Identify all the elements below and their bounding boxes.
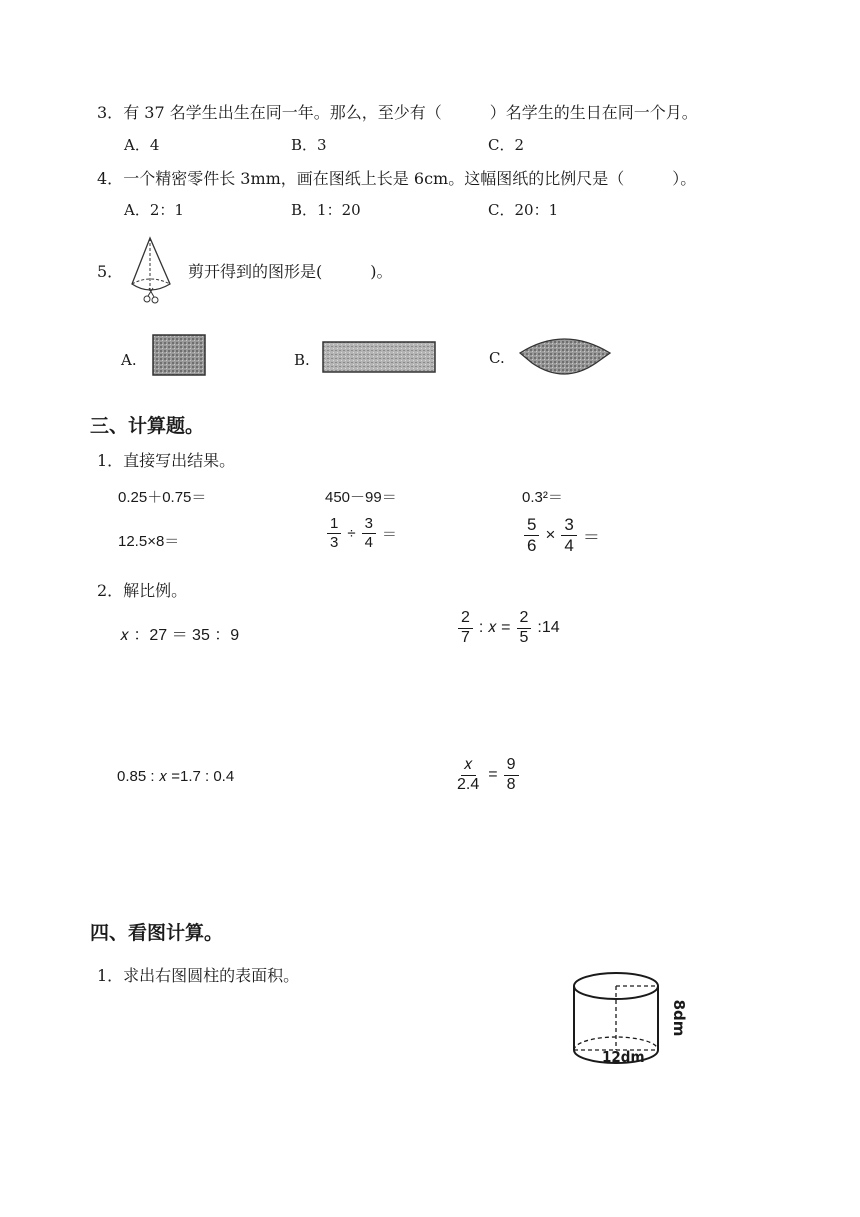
numerator: 3 (561, 516, 576, 536)
cone-with-scissors-icon (128, 236, 176, 308)
numerator: 𝑥 (461, 757, 476, 776)
numerator: 3 (362, 516, 376, 534)
section-3-title: 三、计算题。 (90, 415, 205, 437)
equals-sign: ＝ (381, 525, 397, 543)
calc-item: 0.3²＝ (522, 489, 563, 506)
proportion-tail: :14 (537, 619, 560, 637)
calc-item: 450－99＝ (325, 489, 397, 506)
long-rectangle-shape-option-b (322, 341, 436, 373)
calc-item: 0.25＋0.75＝ (118, 489, 207, 506)
option-c: C．20：1 (488, 201, 559, 219)
option-c: C．2 (488, 136, 525, 154)
question-number: 3． (97, 103, 124, 122)
question-4 (97, 166, 696, 189)
denominator: 2.4 (457, 775, 480, 793)
calc-item-fraction-division (325, 516, 397, 551)
height-label: 8dm (670, 999, 688, 1037)
sector-shape-option-c (518, 333, 612, 377)
fraction (561, 516, 576, 555)
solve-proportion-label: 2．解比例。 (97, 581, 188, 600)
denominator: 4 (564, 535, 574, 555)
fraction (517, 610, 532, 647)
numerator: 9 (504, 757, 519, 776)
proportion-2 (456, 610, 560, 647)
denominator: 4 (364, 533, 373, 551)
proportion-3: 0.85 : 𝑥 =1.7 : 0.4 (117, 768, 235, 785)
operator: ÷ (347, 524, 356, 542)
option-b: B．1：20 (291, 201, 361, 219)
direct-calculation-label: 1．直接写出结果。 (97, 451, 236, 470)
fraction (362, 516, 376, 551)
fraction (524, 516, 539, 555)
question-text: 有 37 名学生出生在同一年。那么，至少有（ ）名学生的生日在同一个月。 (123, 103, 698, 122)
option-a: A．4 (124, 136, 160, 154)
operator: × (545, 525, 556, 545)
proportion-middle: : 𝑥 = (478, 619, 511, 637)
equals-sign: = (488, 766, 498, 784)
fraction (454, 757, 482, 794)
option-a: A．2：1 (124, 201, 184, 219)
fraction (458, 610, 473, 647)
rectangle-shape-option-a (152, 334, 206, 376)
diameter-label: 12dm (602, 1048, 645, 1066)
option-c: C. (489, 349, 505, 367)
denominator: 8 (506, 775, 516, 793)
calc-item-fraction-multiplication (522, 516, 600, 555)
numerator: 2 (517, 610, 532, 629)
question-3 (97, 100, 698, 123)
option-a: A. (121, 351, 137, 369)
cylinder-diagram (566, 966, 696, 1078)
option-b: B. (294, 351, 310, 369)
denominator: 3 (330, 533, 339, 551)
proportion-1: 𝑥 ：27 ＝ 35 ：9 (120, 627, 240, 644)
denominator: 7 (461, 628, 470, 646)
numerator: 2 (458, 610, 473, 629)
fraction (327, 516, 341, 551)
denominator: 6 (527, 535, 537, 555)
section-4-title: 四、看图计算。 (90, 922, 224, 944)
numerator: 1 (327, 516, 341, 534)
fraction (504, 757, 519, 794)
proportion-4 (452, 757, 521, 794)
question-number: 4． (97, 169, 124, 188)
equals-sign: ＝ (582, 527, 600, 547)
question-5-text: 剪开得到的图形是( )。 (188, 262, 393, 281)
option-b: B．3 (291, 136, 327, 154)
denominator: 5 (519, 628, 529, 646)
question-5-number: 5． (97, 262, 124, 281)
cylinder-question-label: 1．求出右图圆柱的表面积。 (97, 966, 300, 985)
calc-item: 12.5×8＝ (118, 533, 180, 550)
numerator: 5 (524, 516, 539, 536)
question-text: 一个精密零件长 3mm，画在图纸上长是 6cm。这幅图纸的比例尺是（ ）。 (123, 169, 697, 188)
